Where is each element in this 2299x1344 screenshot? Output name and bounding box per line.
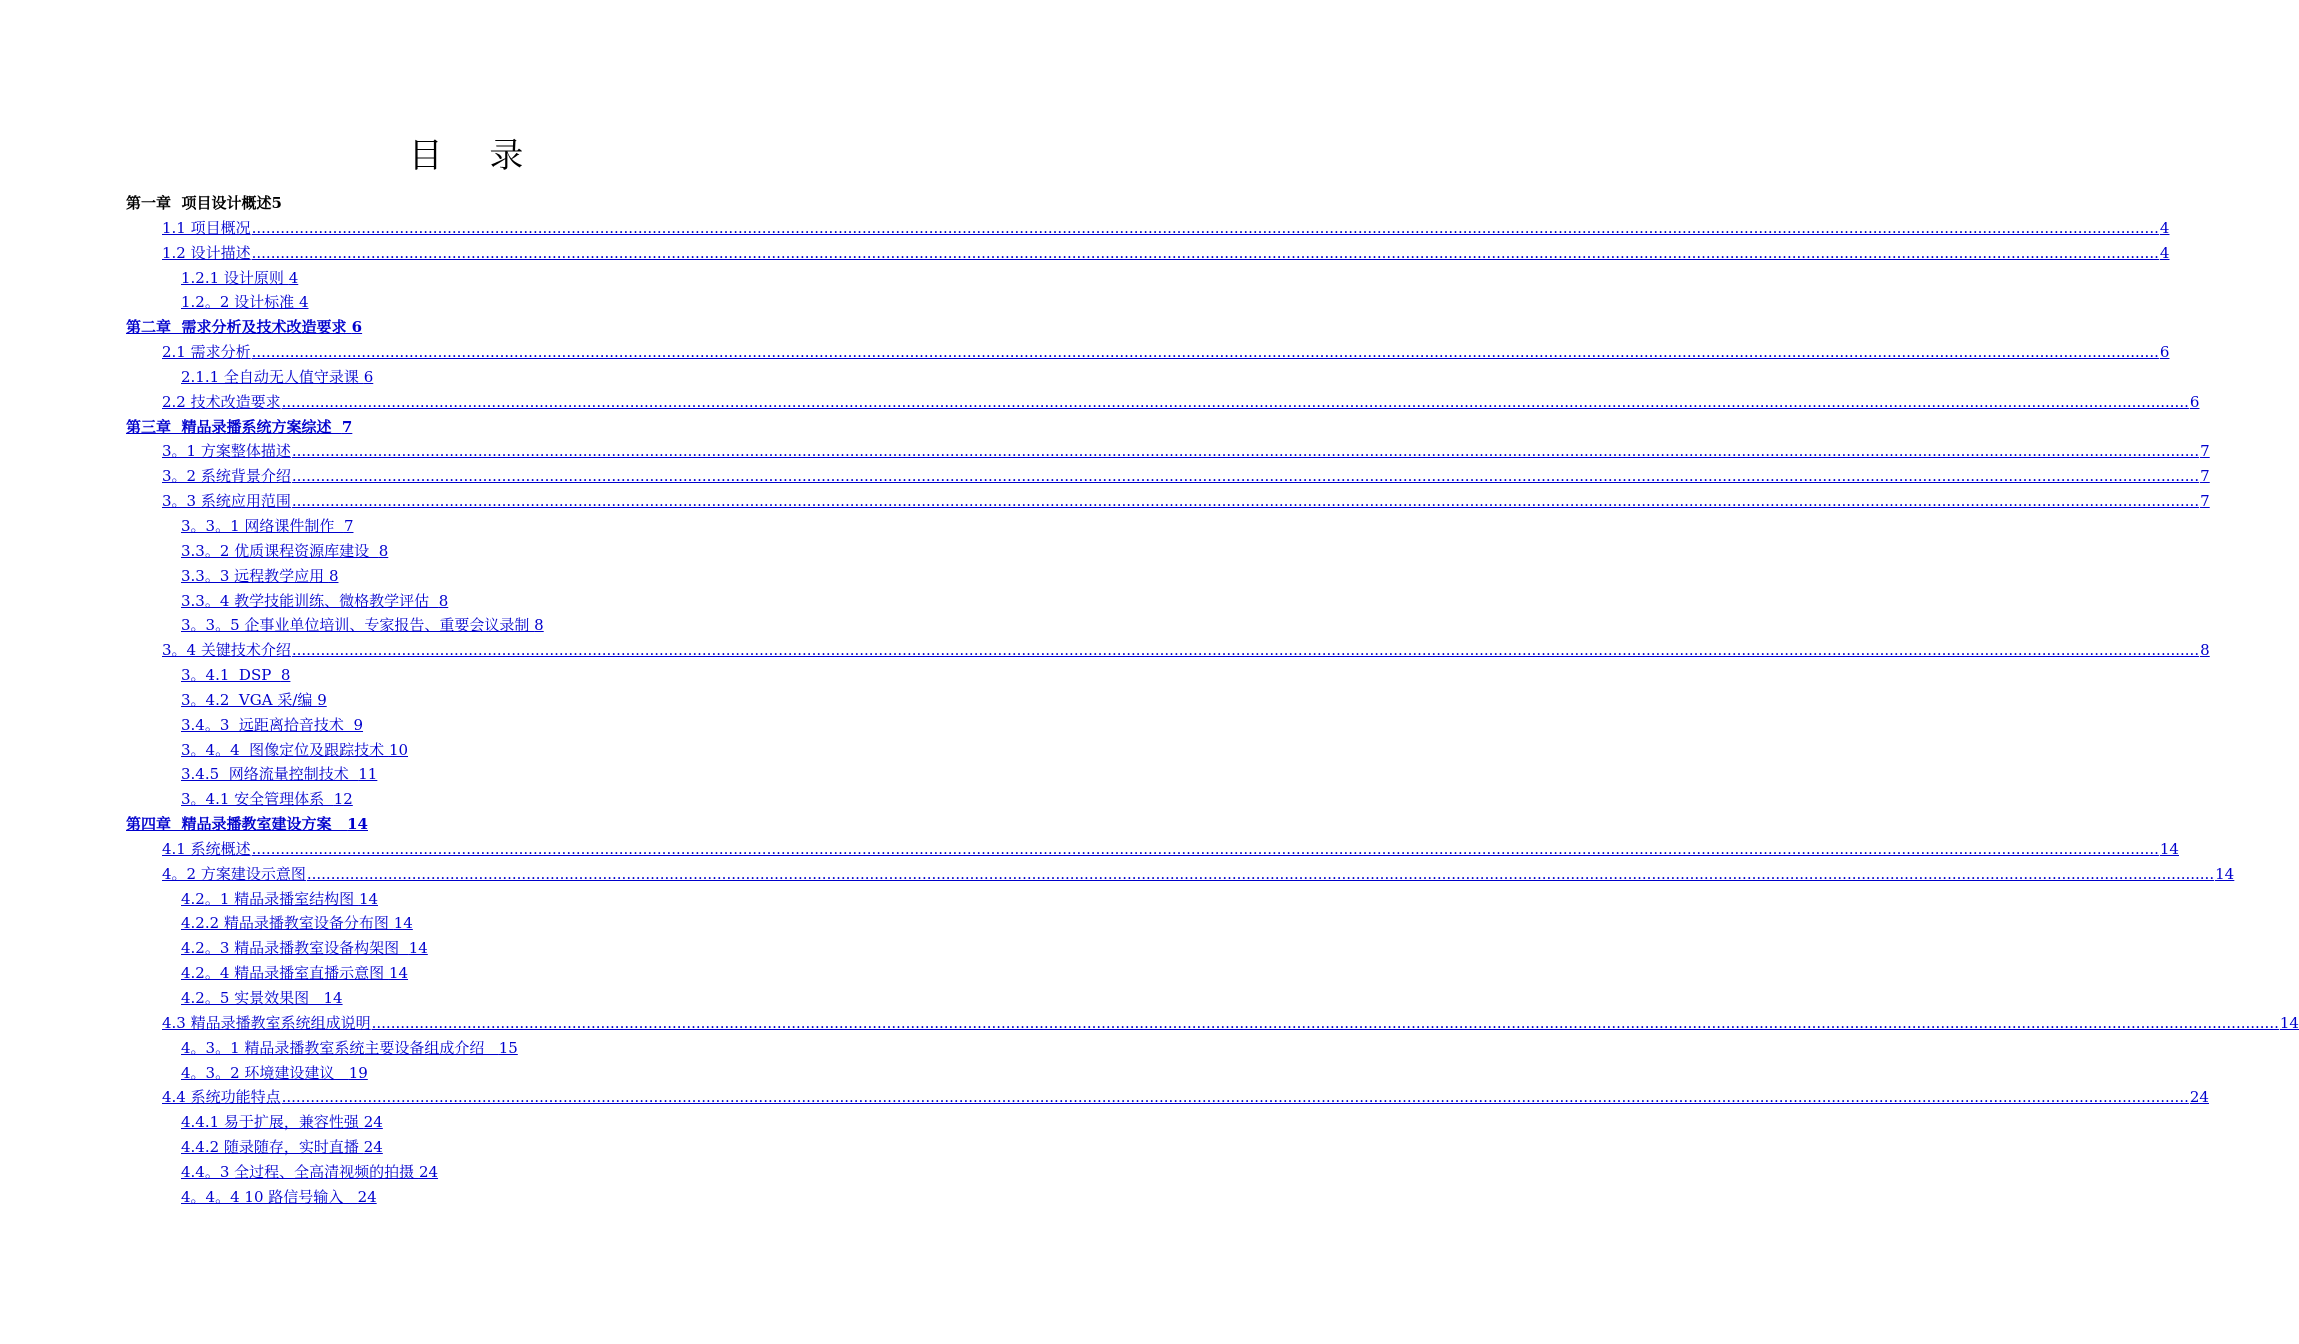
toc-entry <box>0 1036 950 1061</box>
toc-entry <box>0 688 950 713</box>
dot-leader: ................................................................................................................................................................................................................................................................................................................................................................................................................ <box>291 641 2200 660</box>
toc-entry-label: 第四章 精品录播教室建设方案 <box>126 815 348 834</box>
toc-entry-page: 14 <box>347 815 368 834</box>
toc-entry-label: 4。3。2 环境建设建议 <box>181 1063 349 1082</box>
toc-entry-page: 9 <box>317 690 327 709</box>
toc-entry-page: 14 <box>2215 864 2235 883</box>
toc-link[interactable] <box>162 241 2170 265</box>
toc-entry-page: 4 <box>2159 218 2170 237</box>
toc-entry <box>0 787 950 812</box>
dot-leader: ................................................................................................................................................................................................................................................................................................................................................................................................................ <box>291 492 2200 511</box>
toc-entry-page: 6 <box>2189 392 2200 411</box>
toc-entry-label: 4.3 精品录播教室系统组成说明 <box>162 1013 371 1032</box>
toc-entry-page: 8 <box>438 591 449 610</box>
toc-entry <box>0 713 950 738</box>
toc-entry-label: 1.2.1 设计原则 <box>181 268 289 287</box>
toc-link[interactable] <box>181 1160 438 1184</box>
toc-link[interactable] <box>162 1011 2299 1035</box>
toc-entry <box>0 1011 2299 1036</box>
toc-entry-page: 8 <box>2200 641 2210 660</box>
toc-entry <box>0 489 2210 514</box>
toc-entry-page: 24 <box>357 1187 377 1206</box>
toc-entry-page: 12 <box>333 790 353 809</box>
toc-entry <box>0 613 950 638</box>
dot-leader: ................................................................................................................................................................................................................................................................................................................................................................................................................ <box>251 343 2159 362</box>
toc-entry <box>0 514 950 539</box>
toc-link[interactable] <box>181 514 353 538</box>
toc-entry-page: 14 <box>2159 839 2179 858</box>
toc-entry-page: 10 <box>388 740 409 759</box>
toc-link[interactable] <box>162 1085 2209 1109</box>
toc-entry-page: 4 <box>288 268 299 287</box>
toc-link[interactable] <box>181 887 378 911</box>
toc-entry-page: 8 <box>534 616 544 635</box>
toc-link[interactable] <box>162 340 2170 364</box>
toc-entry <box>0 315 950 340</box>
toc-link[interactable] <box>181 539 388 563</box>
toc-entry <box>0 837 2179 862</box>
toc-link[interactable] <box>126 415 352 439</box>
toc-entry <box>0 738 950 763</box>
toc-entry <box>0 216 2170 241</box>
toc-entry <box>0 1160 950 1185</box>
toc-entry <box>0 241 2170 266</box>
toc-link[interactable] <box>181 762 377 786</box>
toc-entry-label: 3。2 系统背景介绍 <box>162 467 291 486</box>
toc-entry <box>0 191 950 216</box>
dot-leader: ................................................................................................................................................................................................................................................................................................................................................................................................................ <box>251 839 2159 858</box>
toc-entry <box>0 464 2210 489</box>
toc-entry-label: 3。1 方案整体描述 <box>162 442 291 461</box>
table-of-contents <box>0 191 2299 1210</box>
toc-entry-page: 6 <box>363 367 374 386</box>
dot-leader: ................................................................................................................................................................................................................................................................................................................................................................................................................ <box>291 467 2200 486</box>
toc-entry <box>0 663 950 688</box>
toc-entry-label: 3。4。4 图像定位及跟踪技术 <box>181 740 389 759</box>
toc-entry-page: 8 <box>328 566 339 585</box>
toc-link[interactable] <box>181 936 428 960</box>
toc-entry-page: 6 <box>351 318 363 337</box>
toc-entry-label: 3.3。2 优质课程资源库建设 <box>181 541 379 560</box>
toc-entry-label: 3。4.2 VGA 采/编 <box>181 690 318 709</box>
toc-entry <box>0 1085 2209 1110</box>
toc-entry <box>0 638 2210 663</box>
toc-link[interactable] <box>181 713 363 737</box>
toc-link[interactable] <box>181 1110 383 1134</box>
toc-link[interactable] <box>181 1061 368 1085</box>
toc-entry-label: 3。4.1 DSP <box>181 666 281 685</box>
toc-entry-label: 3.3。3 远程教学应用 <box>181 566 329 585</box>
toc-entry <box>0 290 950 315</box>
toc-link[interactable] <box>181 911 413 935</box>
toc-entry <box>0 1135 950 1160</box>
toc-entry-page: 4 <box>298 293 309 312</box>
toc-link[interactable] <box>181 738 408 762</box>
toc-entry-page: 5 <box>271 194 282 212</box>
toc-entry-label: 4.2。4 精品录播室直播示意图 <box>181 964 389 983</box>
toc-entry-page: 19 <box>348 1063 368 1082</box>
toc-link <box>126 191 282 215</box>
toc-entry <box>0 961 950 986</box>
toc-entry <box>0 589 950 614</box>
toc-entry <box>0 762 950 787</box>
toc-link[interactable] <box>162 837 2179 861</box>
toc-entry-page: 11 <box>358 765 378 784</box>
toc-entry <box>0 1185 950 1210</box>
toc-link[interactable] <box>126 315 362 339</box>
toc-entry <box>0 340 2170 365</box>
toc-entry-label: 4.2.2 精品录播教室设备分布图 <box>181 914 394 933</box>
toc-entry <box>0 1061 950 1086</box>
toc-entry-page: 14 <box>2279 1013 2299 1032</box>
toc-link[interactable] <box>162 216 2170 240</box>
dot-leader: ................................................................................................................................................................................................................................................................................................................................................................................................................ <box>291 442 2200 461</box>
toc-entry-page: 14 <box>358 889 379 908</box>
toc-entry-label: 3.4。3 远距离拾音技术 <box>181 715 354 734</box>
toc-entry-label: 第二章 需求分析及技术改造要求 <box>126 318 352 337</box>
toc-link[interactable] <box>162 439 2210 463</box>
toc-entry-label: 2.1 需求分析 <box>162 343 251 362</box>
toc-entry-label: 3。3。1 网络课件制作 <box>181 516 344 535</box>
toc-link[interactable] <box>162 862 2235 886</box>
toc-entry <box>0 390 2200 415</box>
toc-entry <box>0 1110 950 1135</box>
toc-entry-label: 4.2。5 实景效果图 <box>181 989 324 1007</box>
toc-link[interactable] <box>181 688 327 712</box>
toc-title: 目 录 <box>408 136 542 176</box>
toc-entry-page: 24 <box>363 1138 383 1157</box>
dot-leader: ................................................................................................................................................................................................................................................................................................................................................................................................................ <box>281 1088 2189 1107</box>
toc-entry-label: 4.2。1 精品录播室结构图 <box>181 889 359 908</box>
toc-entry <box>0 936 950 961</box>
toc-link[interactable] <box>181 663 290 687</box>
dot-leader: ................................................................................................................................................................................................................................................................................................................................................................................................................ <box>251 218 2159 237</box>
toc-entry <box>0 439 2210 464</box>
toc-link[interactable] <box>162 489 2210 513</box>
toc-entry-page: 7 <box>2200 442 2210 461</box>
toc-entry <box>0 266 950 291</box>
toc-entry-label: 3。4.1 安全管理体系 <box>181 790 334 809</box>
toc-entry-page: 9 <box>353 715 364 734</box>
toc-entry-label: 3。3 系统应用范围 <box>162 492 291 511</box>
toc-entry-label: 4。3。1 精品录播教室系统主要设备组成介绍 <box>181 1038 499 1057</box>
toc-entry <box>0 415 950 440</box>
toc-entry-page: 14 <box>393 914 413 933</box>
toc-link[interactable] <box>181 613 544 637</box>
toc-entry-page: 15 <box>498 1038 518 1057</box>
toc-entry-page: 7 <box>341 417 353 436</box>
toc-entry <box>0 911 950 936</box>
dot-leader: ................................................................................................................................................................................................................................................................................................................................................................................................................ <box>281 392 2189 411</box>
toc-entry-page: 14 <box>408 939 428 958</box>
toc-entry-label: 4.1 系统概述 <box>162 839 251 858</box>
toc-entry-label: 第三章 精品录播系统方案综述 <box>126 417 342 436</box>
toc-entry-label: 3。4 关键技术介绍 <box>162 641 291 660</box>
toc-entry-page: 6 <box>2159 343 2170 362</box>
toc-link[interactable] <box>126 812 368 836</box>
toc-entry-label: 4.4.2 随录随存，实时直播 <box>181 1138 364 1157</box>
toc-entry <box>0 986 950 1011</box>
toc-entry-page: 4 <box>2159 243 2170 262</box>
toc-entry-label: 4.4。3 全过程、全高清视频的拍摄 <box>181 1162 419 1181</box>
toc-link[interactable] <box>181 986 343 1010</box>
toc-entry-label: 4。2 方案建设示意图 <box>162 864 306 883</box>
toc-entry-label: 第一章 项目设计概述 <box>126 194 272 212</box>
toc-entry-label: 3.3。4 教学技能训练、微格教学评估 <box>181 591 439 610</box>
dot-leader: ................................................................................................................................................................................................................................................................................................................................................................................................................ <box>371 1013 2279 1032</box>
toc-entry-page: 14 <box>388 964 409 983</box>
toc-entry-page: 24 <box>2189 1088 2209 1107</box>
toc-entry-label: 4.2。3 精品录播教室设备构架图 <box>181 939 409 958</box>
toc-entry-page: 7 <box>343 516 354 535</box>
toc-link[interactable] <box>181 564 338 588</box>
toc-link[interactable] <box>181 1036 518 1060</box>
toc-entry-label: 4.4 系统功能特点 <box>162 1088 281 1107</box>
toc-link[interactable] <box>181 266 298 290</box>
toc-entry-label: 1.2 设计描述 <box>162 243 251 262</box>
toc-entry <box>0 539 950 564</box>
toc-entry-label: 3。3。5 企事业单位培训、专家报告、重要会议录制 <box>181 616 535 635</box>
toc-link[interactable] <box>181 961 408 985</box>
toc-link[interactable] <box>162 464 2210 488</box>
toc-entry-page: 8 <box>280 666 291 685</box>
toc-entry-label: 1.2。2 设计标准 <box>181 293 299 312</box>
toc-entry <box>0 862 2235 887</box>
toc-entry-page: 7 <box>2200 467 2210 486</box>
toc-entry <box>0 887 950 912</box>
toc-link[interactable] <box>181 787 353 811</box>
toc-entry-page: 24 <box>363 1113 383 1132</box>
toc-link[interactable] <box>181 1135 383 1159</box>
toc-entry <box>0 812 950 837</box>
toc-link[interactable] <box>181 365 373 389</box>
toc-link[interactable] <box>162 390 2200 414</box>
toc-entry <box>0 564 950 589</box>
toc-link[interactable] <box>181 290 308 314</box>
toc-link[interactable] <box>181 1185 377 1209</box>
toc-entry-label: 3.4.5 网络流量控制技术 <box>181 765 359 784</box>
toc-link[interactable] <box>162 638 2210 662</box>
dot-leader: ................................................................................................................................................................................................................................................................................................................................................................................................................ <box>251 243 2159 262</box>
toc-entry-label: 2.2 技术改造要求 <box>162 392 281 411</box>
toc-link[interactable] <box>181 589 448 613</box>
toc-entry-page: 7 <box>2200 492 2210 511</box>
toc-entry-page: 8 <box>378 541 389 560</box>
dot-leader: ................................................................................................................................................................................................................................................................................................................................................................................................................ <box>306 864 2215 883</box>
toc-entry-page: 14 <box>323 989 343 1007</box>
toc-entry-label: 4.4.1 易于扩展，兼容性强 <box>181 1113 364 1132</box>
toc-entry-label: 4。4。4 10 路信号输入 <box>181 1187 358 1206</box>
toc-entry <box>0 365 950 390</box>
toc-entry-page: 24 <box>418 1162 439 1181</box>
toc-entry-label: 2.1.1 全自动无人值守录课 <box>181 367 364 386</box>
toc-entry-label: 1.1 项目概况 <box>162 218 251 237</box>
